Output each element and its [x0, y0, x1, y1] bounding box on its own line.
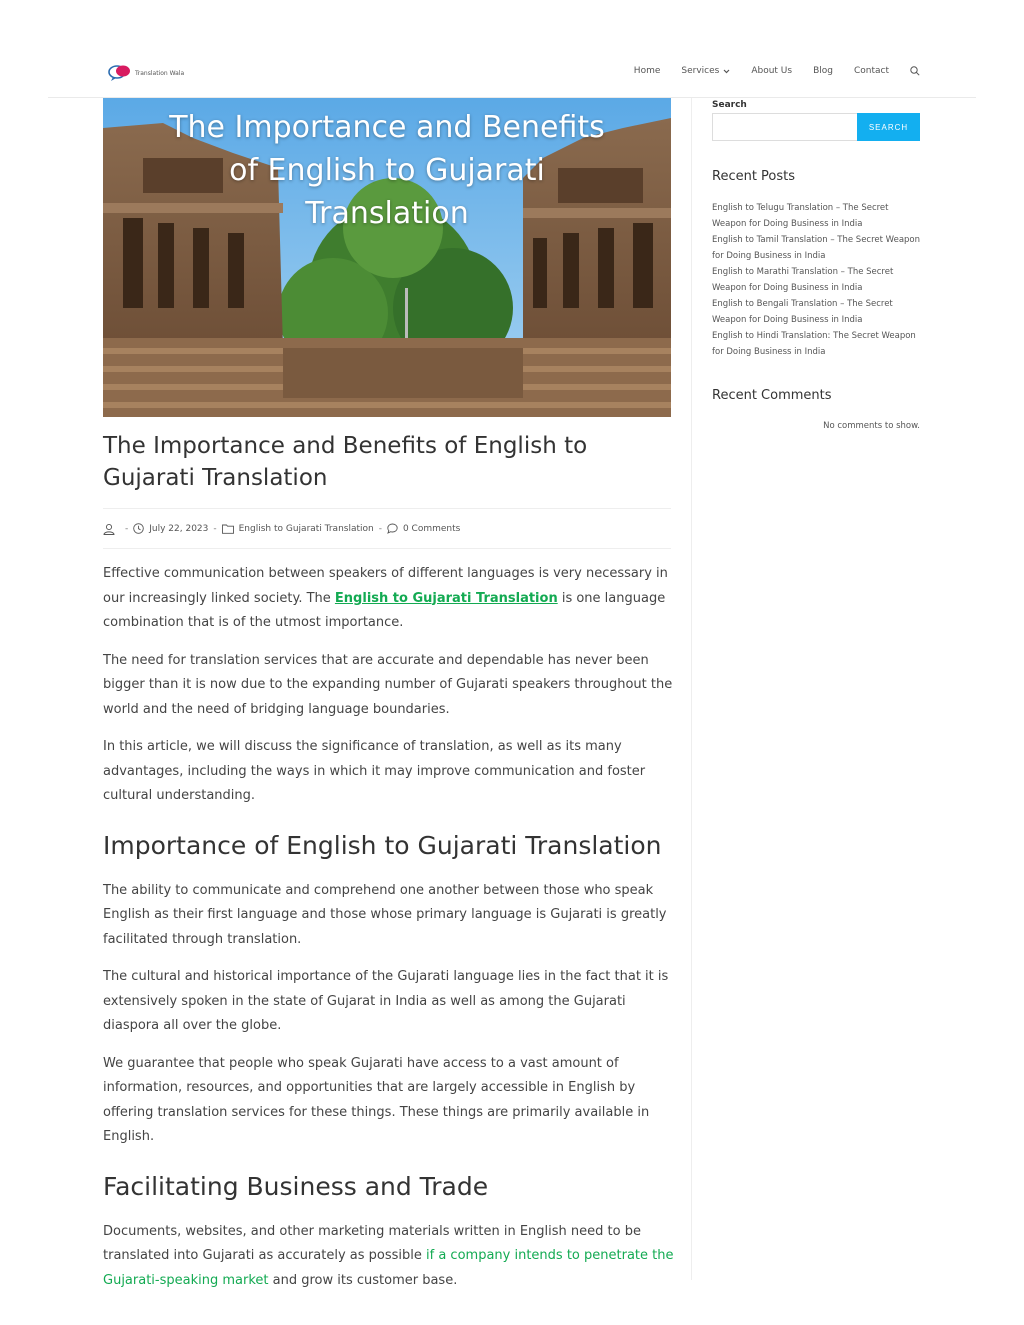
paragraph-text: is one language combination that is of the utmost importance. [103, 590, 666, 630]
comment-icon [387, 523, 398, 534]
main-nav [613, 66, 920, 76]
paragraph: The ability to communicate and comprehend one another between those who speak English as their first language and those whose primary language is Gujarati is greatly facilitated through translation. [103, 882, 667, 947]
paragraph: In this article, we will discuss the significance of translation, as well as its many advantages, including the ways in which it may improve communication and foster cultural understanding. [103, 739, 646, 803]
post-meta [103, 508, 671, 549]
sidebar-search-input[interactable] [712, 113, 858, 141]
section-heading-importance: Importance of English to Gujarati Translation [103, 830, 662, 860]
site-header [48, 0, 976, 98]
meta-date: July 22, 2023 [149, 523, 209, 534]
recent-comments-heading: Recent Comments [712, 388, 832, 403]
search-label: Search [712, 100, 747, 110]
sidebar-search-button[interactable]: SEARCH [857, 113, 920, 141]
nav-item-about[interactable]: About Us [751, 66, 793, 76]
logo-text: Translation Wala [135, 70, 185, 77]
recent-posts-list [712, 200, 922, 360]
hero-overlay-title: The Importance and Benefits of English to Gujarati Translation [169, 110, 605, 231]
paragraph [103, 1220, 675, 1294]
meta-separator: - [378, 523, 382, 534]
recent-post-link[interactable]: English to Tamil Translation – The Secret Weapon for Doing Business in India [712, 235, 921, 261]
meta-separator: - [125, 523, 129, 534]
recent-posts-heading: Recent Posts [712, 169, 796, 184]
post-title: The Importance and Benefits of English to Gujarati Translation [103, 433, 588, 491]
recent-post-link[interactable]: English to Hindi Translation: The Secret Weapon for Doing Business in India [712, 331, 916, 357]
nav-item-services-label: Services [681, 66, 720, 76]
paragraph: The need for translation services that are accurate and dependable has never been bigger than it is now due to the expanding number of Gujarati speakers throughout the world and the need of bridging language boundaries. [103, 652, 673, 717]
paragraph-text: and grow its customer base. [268, 1272, 458, 1288]
meta-comments-link[interactable]: 0 Comments [402, 523, 461, 534]
no-comments-text: No comments to show. [823, 421, 920, 431]
paragraph-text: Documents, websites, and other marketing materials written in English need to be translated into Gujarati as accurately as possible [103, 1223, 641, 1263]
paragraph: We guarantee that people who speak Gujarati have access to a vast amount of information, resources, and opportunities that are largely accessible in English by offering translation services for these things. These things are primarily available in English. [103, 1055, 650, 1144]
english-to-gujarati-link[interactable]: English to Gujarati Translation [334, 590, 558, 606]
column-divider [691, 98, 692, 1280]
user-icon [103, 523, 115, 535]
nav-item-contact[interactable]: Contact [853, 66, 889, 76]
section-heading-business: Facilitating Business and Trade [103, 1171, 489, 1201]
recent-post-link[interactable]: English to Telugu Translation – The Secret Weapon for Doing Business in India [712, 203, 889, 229]
chevron-down-icon [723, 69, 730, 74]
paragraph-text: Effective communication between speakers of different languages is very necessary in our increasingly linked society. The [103, 566, 668, 606]
nav-item-services[interactable] [681, 66, 730, 76]
nav-item-home[interactable]: Home [633, 66, 661, 76]
search-icon[interactable] [910, 66, 920, 76]
clock-icon [133, 523, 144, 534]
gujarati-market-link[interactable]: if a company intends to penetrate the Gujarati-speaking market [103, 1248, 674, 1288]
site-logo[interactable] [108, 64, 184, 82]
meta-category-link[interactable]: English to Gujarati Translation [238, 523, 374, 534]
logo-icon [108, 64, 132, 82]
recent-post-link[interactable]: English to Bengali Translation – The Secret Weapon for Doing Business in India [712, 299, 893, 325]
post-content [103, 562, 675, 1306]
nav-item-blog[interactable]: Blog [813, 66, 833, 76]
folder-icon [222, 524, 234, 534]
featured-image [103, 98, 671, 417]
meta-separator: - [213, 523, 217, 534]
recent-post-link[interactable]: English to Marathi Translation – The Secret Weapon for Doing Business in India [712, 267, 894, 293]
paragraph [103, 562, 675, 636]
paragraph: The cultural and historical importance of the Gujarati language lies in the fact that it is extensively spoken in the state of Gujarat in India as well as among the Gujarati diaspora all over the globe. [103, 969, 669, 1033]
